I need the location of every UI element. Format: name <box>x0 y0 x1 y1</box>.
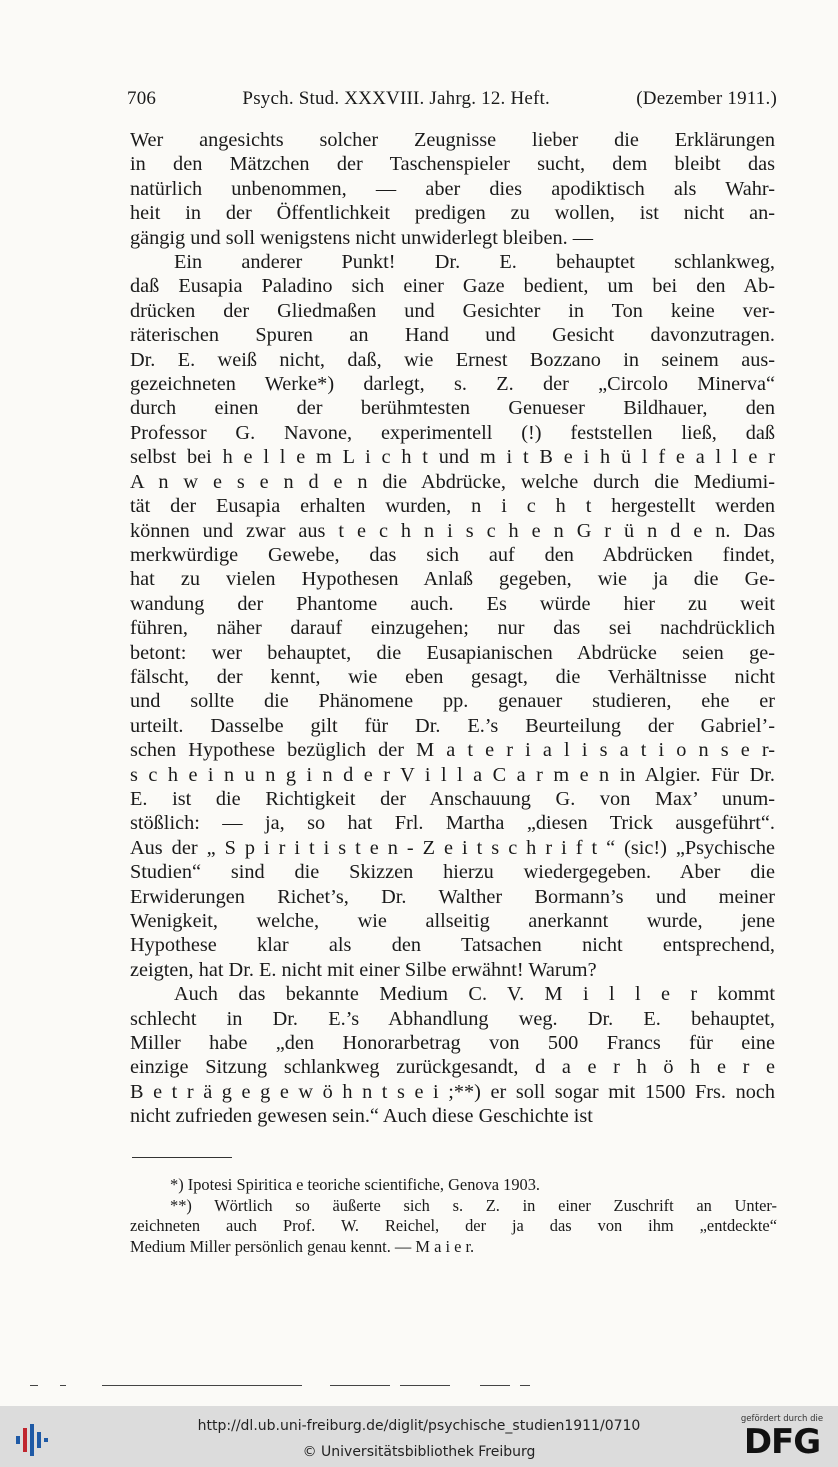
body-text-line: und sollte die Phänomene pp. genauer studieren, ehe er <box>130 690 775 713</box>
body-text-line: merkwürdige Gewebe, das sich auf den Abdrücken findet, <box>130 543 775 566</box>
body-text-line: urteilt. Dasselbe gilt für Dr. E.’s Beurteilung der Gabriel’- <box>130 714 775 737</box>
body-text-line: in den Mätzchen der Taschenspieler sucht, dem bleibt das <box>130 153 775 176</box>
body-text-line: Professor G. Navone, experimentell (!) feststellen ließ, daß <box>130 421 775 444</box>
body-text <box>130 128 775 1129</box>
body-text-line: drücken der Gliedmaßen und Gesichter in Ton keine ver- <box>130 299 775 322</box>
dfg-caption: gefördert durch die <box>740 1414 824 1424</box>
body-text-line: B e t r ä g e g e w ö h n t s e i ;**) er soll sogar mit 1500 Frs. noch <box>130 1080 775 1103</box>
footnote-line: zeichneten auch Prof. W. Reichel, der ja das von ihm „entdeckte“ <box>130 1216 777 1235</box>
body-text-line: durch einen der berühmtesten Genueser Bildhauer, den <box>130 397 775 420</box>
footnote-rule <box>132 1157 232 1158</box>
body-text-line: s c h e i n u n g i n d e r V i l l a C a r m e n in Algier. Für Dr. <box>130 763 775 786</box>
body-text-line: gängig und soll wenigstens nicht unwiderlegt bleiben. — <box>130 226 594 249</box>
body-text-line: Auch das bekannte Medium C. V. M i l l e r kommt <box>174 983 775 1006</box>
body-text-line: führen, näher darauf einzugehen; nur das sei nachdrücklich <box>130 617 775 640</box>
body-text-line: Hypothese klar als den Tatsachen nicht entsprechend, <box>130 934 775 957</box>
body-text-line: wandung der Phantome auch. Es würde hier zu weit <box>130 592 775 615</box>
body-text-line: Dr. E. weiß nicht, daß, wie Ernest Bozzano in seinem aus- <box>130 348 775 371</box>
dfg-logo <box>736 1414 828 1462</box>
body-text-line: stößlich: — ja, so hat Frl. Martha „diesen Trick ausgeführt“. <box>130 812 775 835</box>
body-text-line: können und zwar aus t e c h n i s c h e n G r ü n d e n. Das <box>130 519 775 542</box>
body-text-line: Wer angesichts solcher Zeugnisse lieber die Erklärungen <box>130 129 775 151</box>
footnote-line: *) Ipotesi Spiritica e teoriche scientifiche, Genova 1903. <box>170 1175 541 1194</box>
body-text-line: A n w e s e n d e n die Abdrücke, welche durch die Mediumi- <box>130 470 775 493</box>
body-text-line: tät der Eusapia erhalten wurden, n i c h t hergestellt werden <box>130 495 775 518</box>
body-text-line: einzige Sitzung schlankweg zurückgesandt, d a e r h ö h e r e <box>130 1056 775 1079</box>
body-text-line: gezeichneten Werke*) darlegt, s. Z. der „Circolo Minerva“ <box>130 373 775 396</box>
body-text-line: Studien“ sind die Skizzen hierzu wiedergegeben. Aber die <box>130 861 775 884</box>
body-text-line: Aus der „ S p i r i t i s t e n - Z e i t s c h r i f t “ (sic!) „Psychische <box>130 836 775 859</box>
body-text-line: räterischen Spuren an Hand und Gesicht davonzutragen. <box>130 324 775 347</box>
body-text-line: daß Eusapia Paladino sich einer Gaze bedient, um bei den Ab- <box>130 275 775 298</box>
footnote-line: Medium Miller persönlich genau kennt. — M a i e r. <box>130 1236 475 1256</box>
copyright-notice: © Universitätsbibliothek Freiburg <box>302 1444 536 1460</box>
body-text-line: Miller habe „den Honorarbetrag von 500 Francs für eine <box>130 1032 775 1055</box>
document-url[interactable]: http://dl.ub.uni-freiburg.de/diglit/psychische_studien1911/0710 <box>197 1418 641 1434</box>
body-text-line: fälscht, der kennt, wie eben gesagt, die Verhältnisse nicht <box>130 665 775 688</box>
body-text-line: E. ist die Richtigkeit der Anschauung G. von Max’ unum- <box>130 787 775 810</box>
page-number: 706 <box>127 88 157 109</box>
issue-date: (Dezember 1911.) <box>636 88 777 109</box>
body-text-line: hat zu vielen Hypothesen Anlaß gegeben, wie ja die Ge- <box>130 568 775 591</box>
running-title: Psych. Stud. XXXVIII. Jahrg. 12. Heft. <box>242 88 550 109</box>
body-text-line: schen Hypothese bezüglich der M a t e r i a l i s a t i o n s e r- <box>130 739 775 762</box>
footnotes <box>130 1175 777 1257</box>
body-text-line: Wenigkeit, welche, wie allseitig anerkannt wurde, jene <box>130 910 775 932</box>
body-text-line: Erwiderungen Richet’s, Dr. Walther Bormann’s und meiner <box>130 885 775 908</box>
footnote-line: **) Wörtlich so äußerte sich s. Z. in einer Zuschrift an Unter- <box>170 1195 777 1215</box>
body-text-line: natürlich unbenommen, — aber dies apodiktisch als Wahr- <box>130 177 775 200</box>
body-text-line: schlecht in Dr. E.’s Abhandlung weg. Dr. E. behauptet, <box>130 1007 775 1030</box>
body-text-line: betont: wer behauptet, die Eusapianischen Abdrücke seien ge- <box>130 641 775 664</box>
running-header <box>127 88 777 110</box>
body-text-line: nicht zufrieden gewesen sein.“ Auch diese Geschichte ist <box>130 1105 593 1128</box>
dfg-logo-text: DFG <box>743 1422 821 1462</box>
scan-bottom-marks <box>30 1385 810 1389</box>
viewer-footer <box>0 1406 838 1467</box>
body-text-line: heit in der Öffentlichkeit predigen zu wollen, ist nicht an- <box>130 202 775 225</box>
body-text-line: selbst bei h e l l e m L i c h t und m i t B e i h ü l f e a l l e r <box>130 446 775 469</box>
body-text-line: Ein anderer Punkt! Dr. E. behauptet schlankweg, <box>174 251 775 274</box>
body-text-line: zeigten, hat Dr. E. nicht mit einer Silbe erwähnt! Warum? <box>130 958 597 981</box>
